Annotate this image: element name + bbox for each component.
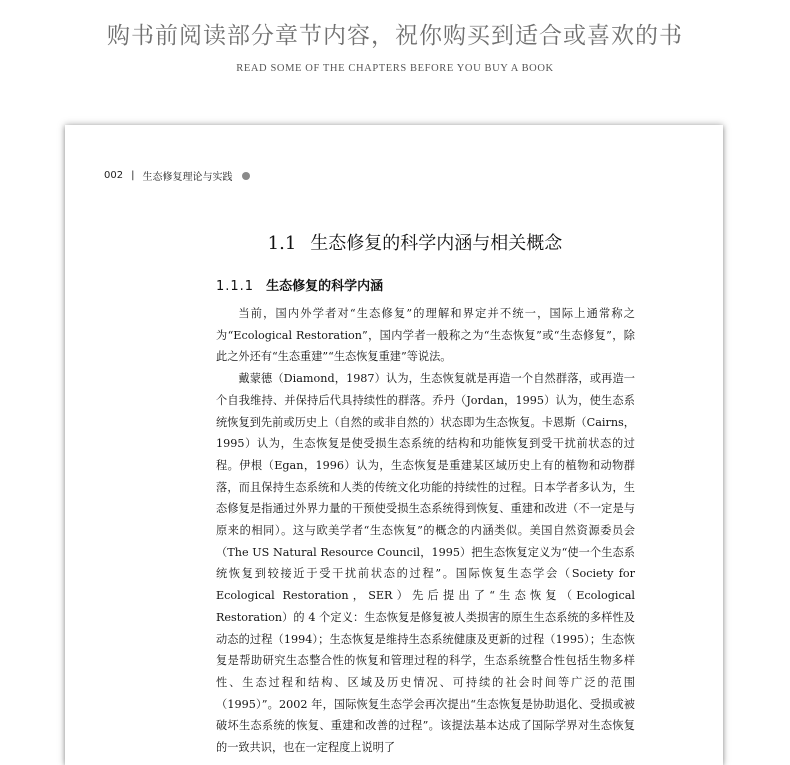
page-number: 002: [104, 170, 124, 181]
book-title: 生态修复理论与实践: [142, 172, 233, 183]
banner-title: 购书前阅读部分章节内容，祝你购买到适合或喜欢的书: [107, 23, 683, 49]
paragraph: 当前，国内外学者对“生态修复”的理解和界定并不统一，国际上通常称之为“Ecological Restoration”，国内学者一般称之为“生态恢复”或“生态修复”，除此之外还有“生态重建”“生态恢复重建”等说法。: [216, 307, 635, 364]
bullet-dot-icon: [242, 172, 250, 180]
header-separator: |: [131, 170, 135, 181]
body-text: [216, 303, 635, 759]
book-page: [65, 125, 723, 765]
paragraph: 戴蒙德（Diamond，1987）认为，生态恢复就是再造一个自然群落，或再造一个自我维持、并保持后代具持续性的群落。乔丹（Jordan，1995）认为，使生态系统恢复到先前或历史上（自然的或非自然的）状态即为生态恢复。卡恩斯（Cairns，1995）认为，生态恢复是使受损生态系统的结构和功能恢复到受干扰前状态的过程。伊根（Egan，1996）认为，生态恢复是重建某区域历史上有的植物和动物群落，而且保持生态系统和人类的传统文化功能的持续性的过程。日本学者多认为，生态修复是指通过外界力量的干预使受损生态系统得到恢复、重建和改进（不一定是与原来的相同）。这与欧美学者“生态恢复”的概念的内涵类似。美国自然资源委员会（The US Natural Resource Council，1995）把生态恢复定义为“使一个生态系统恢复到较接近于受干扰前状态的过程”。国际恢复生态学会（Society for Ecological Restoration，SER）先后提出了“生态恢复（Ecological Restoration）的 4 个定义：生态恢复是修复被人类损害的原生生态系统的多样性及动态的过程（1994）；生态恢复是维持生态系统健康及更新的过程（1995）；生态恢复是帮助研究生态整合性的恢复和管理过程的科学，生态系统整合性包括生物多样性、生态过程和结构、区域及历史情况、可持续的社会时间等广泛的范围（1995）”。2002 年，国际恢复生态学会再次提出“生态恢复是协助退化、受损或被破坏生态系统的恢复、重建和改善的过程”。该提法基本达成了国际学界对生态恢复的一致共识，也在一定程度上说明了: [216, 372, 635, 755]
section-title: 生态修复的科学内涵与相关概念: [310, 233, 563, 254]
subsection-number: 1.1.1: [216, 279, 255, 294]
section-heading: [65, 229, 723, 255]
subsection-title: 生态修复的科学内涵: [266, 279, 384, 294]
subsection-heading: [216, 275, 383, 294]
running-header: [104, 168, 250, 183]
banner-subtitle: READ SOME OF THE CHAPTERS BEFORE YOU BUY A BOOK: [236, 63, 554, 74]
section-number: 1.1: [267, 233, 297, 254]
